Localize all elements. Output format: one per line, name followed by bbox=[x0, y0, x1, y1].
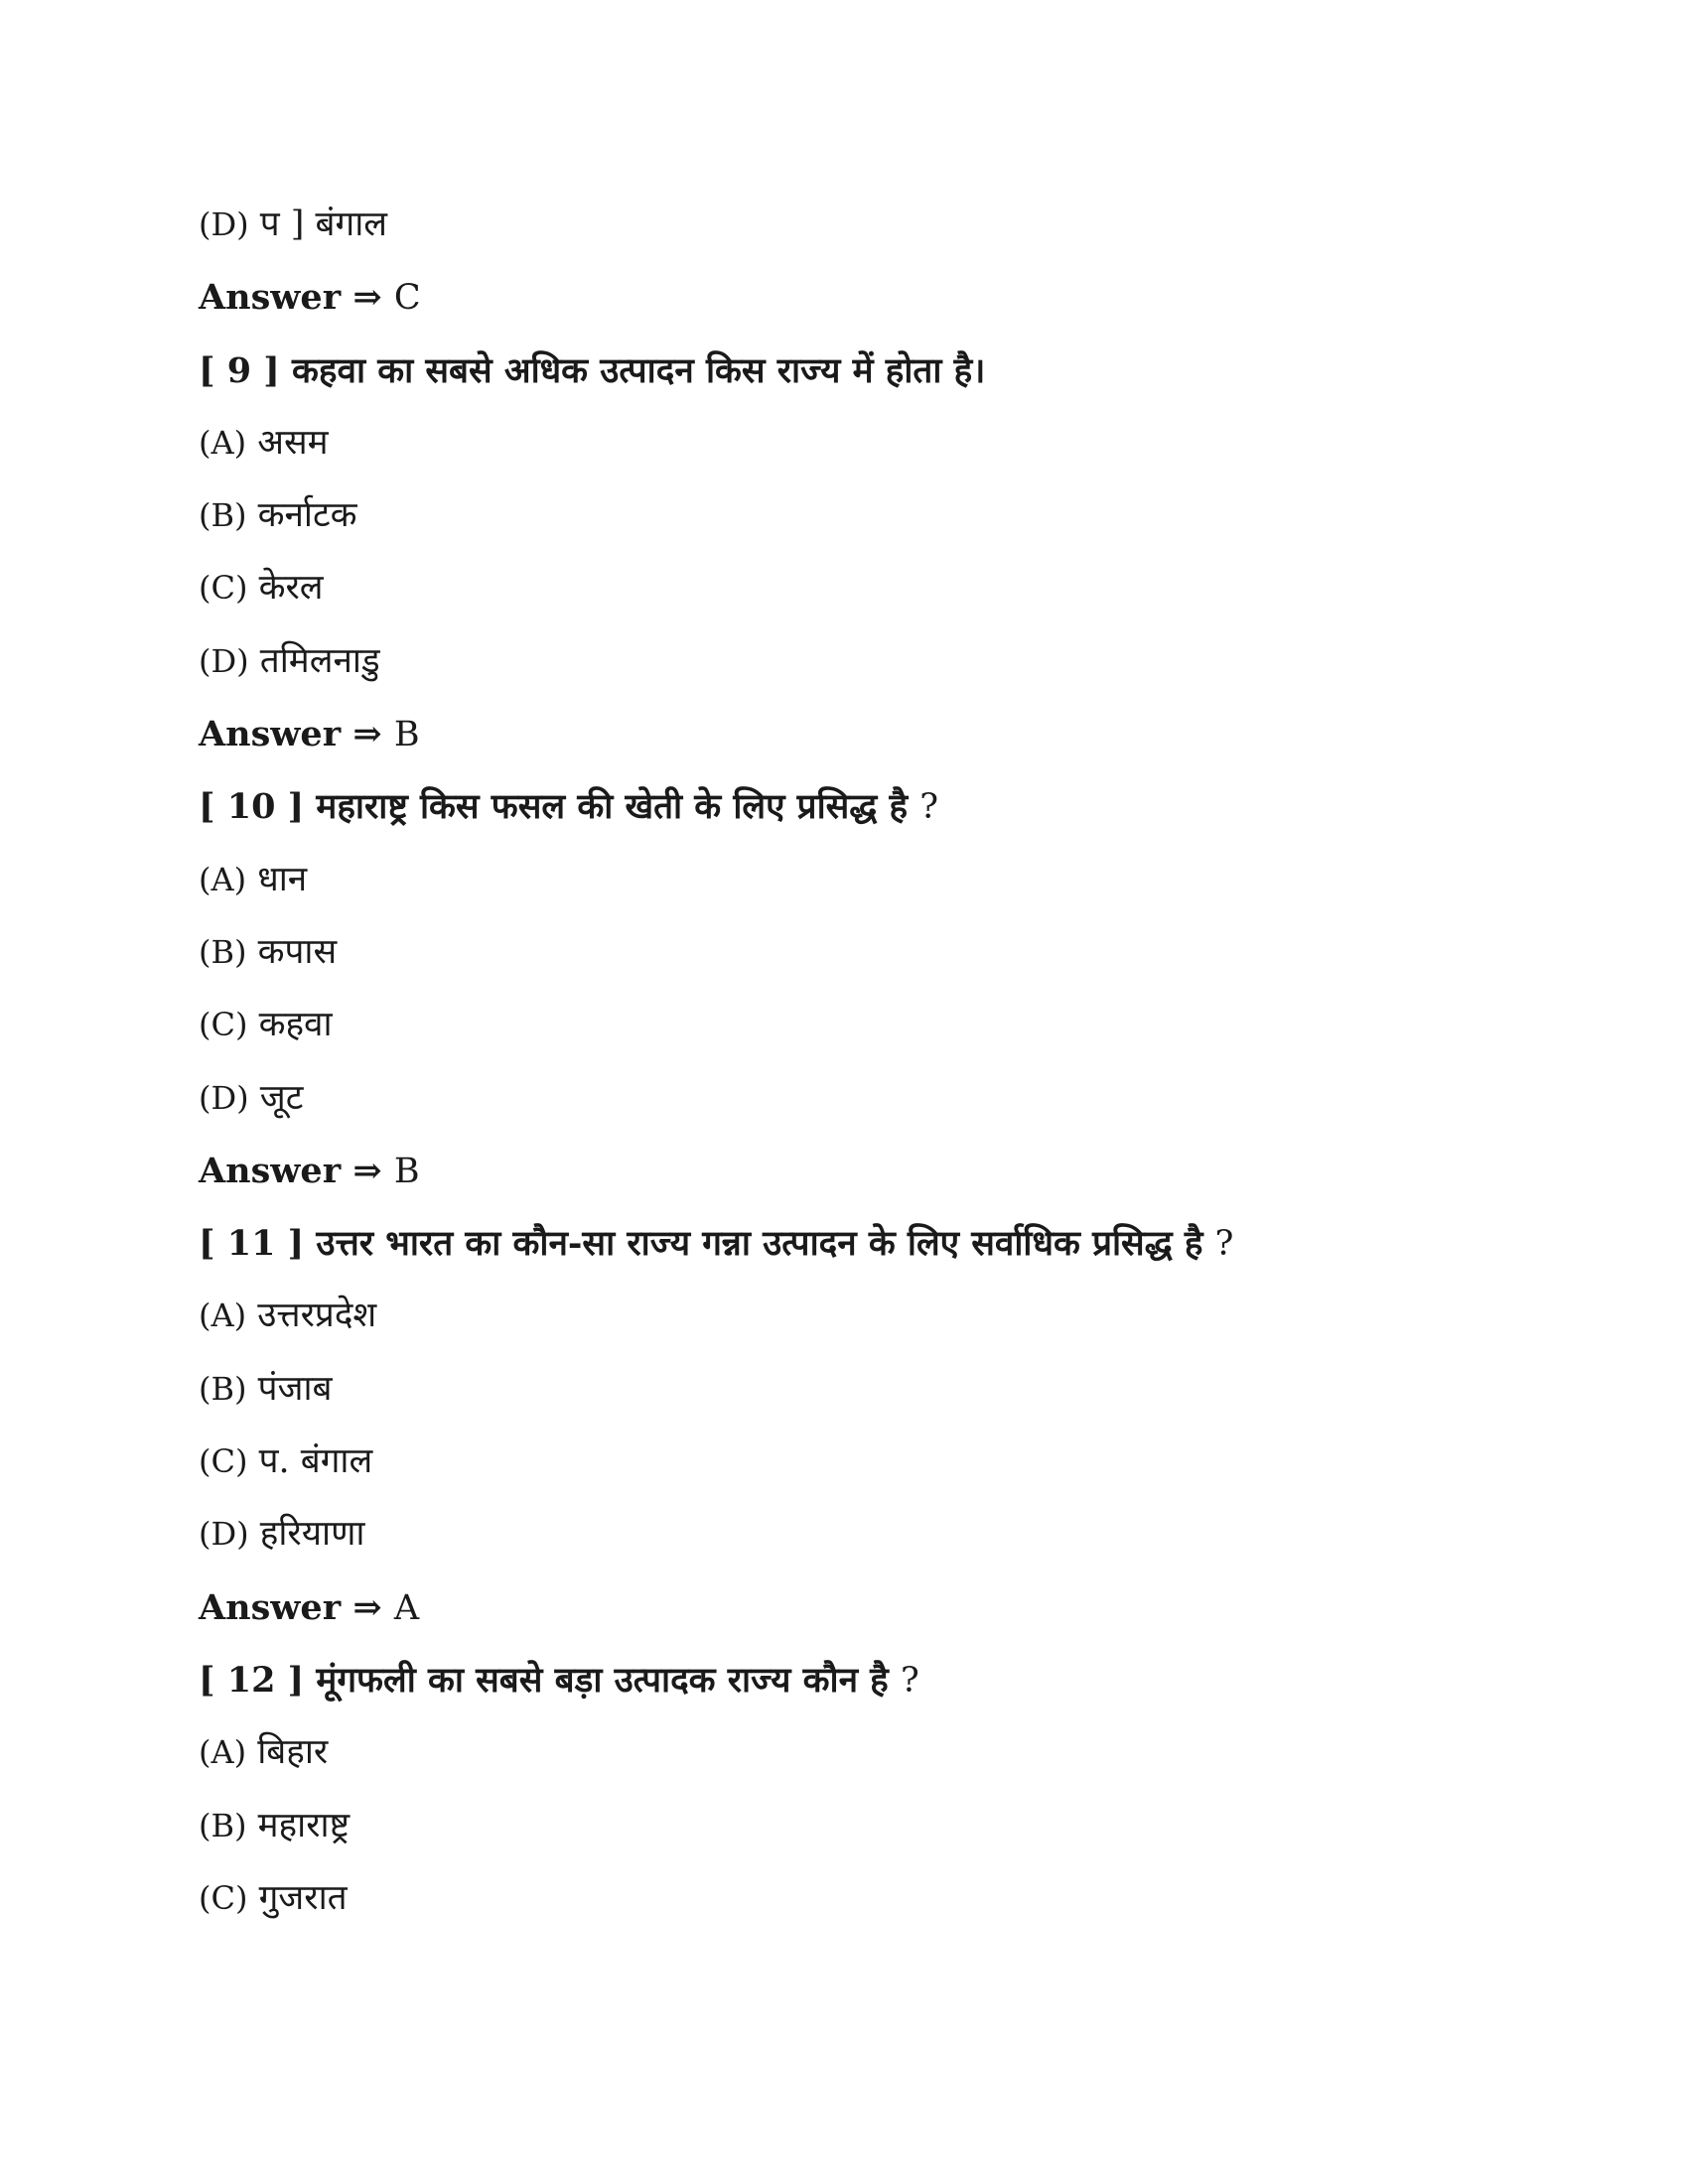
option-text: जूट bbox=[259, 1077, 304, 1118]
option-text: उत्तरप्रदेश bbox=[257, 1296, 377, 1336]
question-text: मूंगफली का सबसे बड़ा उत्पादक राज्य कौन है bbox=[316, 1659, 889, 1701]
option-c bbox=[199, 552, 1589, 624]
answer-value: C bbox=[393, 278, 421, 319]
option-a bbox=[199, 407, 1589, 479]
option-label: (C) bbox=[199, 1006, 248, 1044]
option-label: (B) bbox=[199, 1369, 247, 1408]
question-number: [ 9 ] bbox=[199, 349, 280, 391]
option-label: (C) bbox=[199, 569, 248, 608]
option-text: पंजाब bbox=[257, 1368, 333, 1409]
option-label: (A) bbox=[199, 1733, 247, 1772]
question-number: [ 10 ] bbox=[199, 786, 305, 828]
answer-value: A bbox=[393, 1587, 420, 1628]
answer-label: Answer ⇒ bbox=[199, 1150, 382, 1191]
question-text: कहवा का सबसे अधिक उत्पादन किस राज्य में होता है। bbox=[292, 349, 986, 391]
option-a bbox=[199, 844, 1589, 916]
option-label: (B) bbox=[199, 932, 247, 971]
option-label: (C) bbox=[199, 1442, 248, 1481]
option-text: महाराष्ट्र bbox=[257, 1805, 351, 1845]
question-11 bbox=[199, 1207, 1589, 1280]
option-text: कपास bbox=[257, 931, 338, 972]
question-number: [ 12 ] bbox=[199, 1659, 305, 1701]
option-text: कर्नाटक bbox=[257, 495, 357, 536]
option-label: (A) bbox=[199, 1297, 247, 1335]
option-text: हरियाणा bbox=[259, 1514, 365, 1555]
option-label: (C) bbox=[199, 1878, 248, 1917]
answer-value: B bbox=[393, 1151, 420, 1191]
option-label: (D) bbox=[199, 1078, 249, 1117]
option-d bbox=[199, 1498, 1589, 1570]
question-number: [ 11 ] bbox=[199, 1223, 305, 1265]
option-label: (A) bbox=[199, 423, 247, 462]
question-text: महाराष्ट्र किस फसल की खेती के लिए प्रसिद्ध है bbox=[316, 786, 909, 828]
option-label: (D) bbox=[199, 205, 249, 243]
answer-line bbox=[199, 1571, 1589, 1644]
option-b bbox=[199, 479, 1589, 552]
option-a bbox=[199, 1716, 1589, 1789]
question-12 bbox=[199, 1644, 1589, 1716]
option-b bbox=[199, 1353, 1589, 1426]
option-label: (A) bbox=[199, 860, 247, 898]
answer-line bbox=[199, 1135, 1589, 1207]
option-b bbox=[199, 1790, 1589, 1862]
question-10 bbox=[199, 770, 1589, 843]
document-page bbox=[199, 189, 1589, 1935]
answer-label: Answer ⇒ bbox=[199, 277, 382, 319]
option-text: केरल bbox=[258, 568, 324, 609]
option-d bbox=[199, 625, 1589, 698]
option-text: गुजरात bbox=[258, 1877, 348, 1918]
option-text: प ] बंगाल bbox=[259, 205, 388, 244]
option-label: (B) bbox=[199, 496, 247, 535]
option-b bbox=[199, 916, 1589, 989]
answer-value: B bbox=[393, 715, 420, 755]
option-label: (D) bbox=[199, 1515, 249, 1554]
option-c bbox=[199, 1426, 1589, 1498]
option-label: (B) bbox=[199, 1806, 247, 1844]
answer-line bbox=[199, 698, 1589, 770]
option-c bbox=[199, 1862, 1589, 1935]
question-mark: ? bbox=[900, 1660, 919, 1701]
option-label: (D) bbox=[199, 641, 249, 680]
question-mark: ? bbox=[919, 787, 939, 828]
option-text: बिहार bbox=[257, 1732, 329, 1773]
option-text: कहवा bbox=[258, 1005, 333, 1045]
question-9 bbox=[199, 335, 1589, 407]
option-d bbox=[199, 189, 1589, 261]
answer-label: Answer ⇒ bbox=[199, 1586, 382, 1628]
question-mark: ? bbox=[1214, 1224, 1234, 1265]
option-d bbox=[199, 1062, 1589, 1135]
answer-label: Answer ⇒ bbox=[199, 714, 382, 755]
option-text: धान bbox=[257, 859, 308, 899]
option-a bbox=[199, 1280, 1589, 1352]
answer-line bbox=[199, 261, 1589, 334]
question-text: उत्तर भारत का कौन-सा राज्य गन्ना उत्पादन के लिए सर्वाधिक प्रसिद्ध है bbox=[316, 1223, 1203, 1265]
option-text: असम bbox=[257, 422, 329, 463]
option-text: तमिलनाडु bbox=[259, 640, 380, 681]
option-text: प. बंगाल bbox=[258, 1441, 373, 1482]
option-c bbox=[199, 989, 1589, 1061]
